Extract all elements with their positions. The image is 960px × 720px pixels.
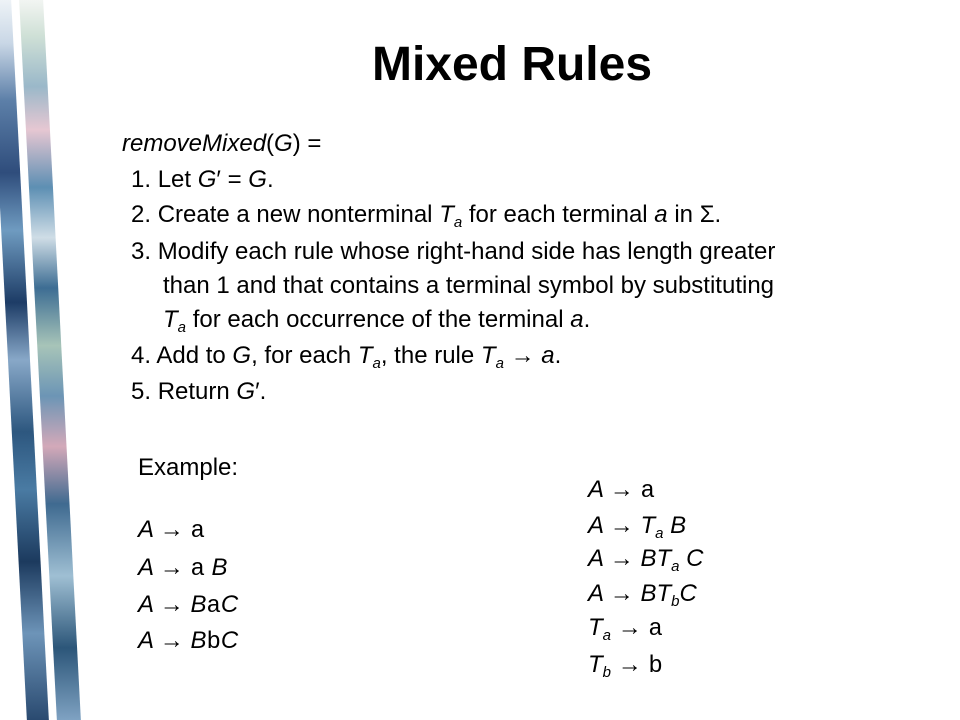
arrow-icon: → <box>617 614 642 641</box>
function-arg: G <box>274 130 293 157</box>
arrow-icon: → <box>617 651 642 678</box>
step-1: 1. Let G′ = G. <box>131 166 274 193</box>
function-name: removeMixed <box>122 130 267 157</box>
right-rule-3: $A \to BT_a$ C <box>588 545 704 575</box>
arrow-icon: → <box>609 512 634 539</box>
arrow-icon: → <box>159 627 184 654</box>
example-label: Example: <box>138 454 239 481</box>
left-rule-4: A → BbC <box>138 627 239 656</box>
slide-title: Mixed Rules <box>371 38 653 91</box>
header-tail: ) = <box>292 130 322 157</box>
left-rule-3: A → BaC <box>138 591 239 620</box>
right-rule-1: A → a <box>588 476 655 505</box>
step-3-line-3: $T_a$ for each occurrence of the terminal a. <box>163 306 591 336</box>
algorithm-header: removeMixed(G) = <box>122 130 322 157</box>
arrow-icon: → <box>159 591 184 618</box>
step-2: 2. Create a new nonterminal $T_a$ for each terminal a in Σ. <box>131 201 722 231</box>
right-rule-5: $T_a \to a$ <box>588 614 663 644</box>
right-rule-2: $A \to T_a$ B <box>588 512 687 542</box>
right-rule-4: $A \to BT_bC$ <box>588 580 697 610</box>
arrow-icon: → <box>159 516 184 543</box>
step-4: 4. Add to G, for each $T_a$, the rule $T_a \to a$. <box>131 342 562 372</box>
step-3-line-1: 3. Modify each rule whose right-hand side has length greater <box>131 238 776 265</box>
sigma-symbol: Σ <box>699 201 715 228</box>
step-5: 5. Return G′. <box>131 378 267 405</box>
arrow-icon: → <box>609 545 634 572</box>
arrow-icon: → <box>609 580 634 607</box>
left-rule-2: A → a B <box>138 554 228 583</box>
arrow-icon: → <box>510 342 535 369</box>
right-rule-6: $T_b \to b$ <box>588 651 663 681</box>
arrow-icon: → <box>609 476 634 503</box>
step-3-line-2: than 1 and that contains a terminal symbol by substituting <box>163 272 775 299</box>
left-rule-1: A → a <box>138 516 205 545</box>
arrow-icon: → <box>159 554 184 581</box>
